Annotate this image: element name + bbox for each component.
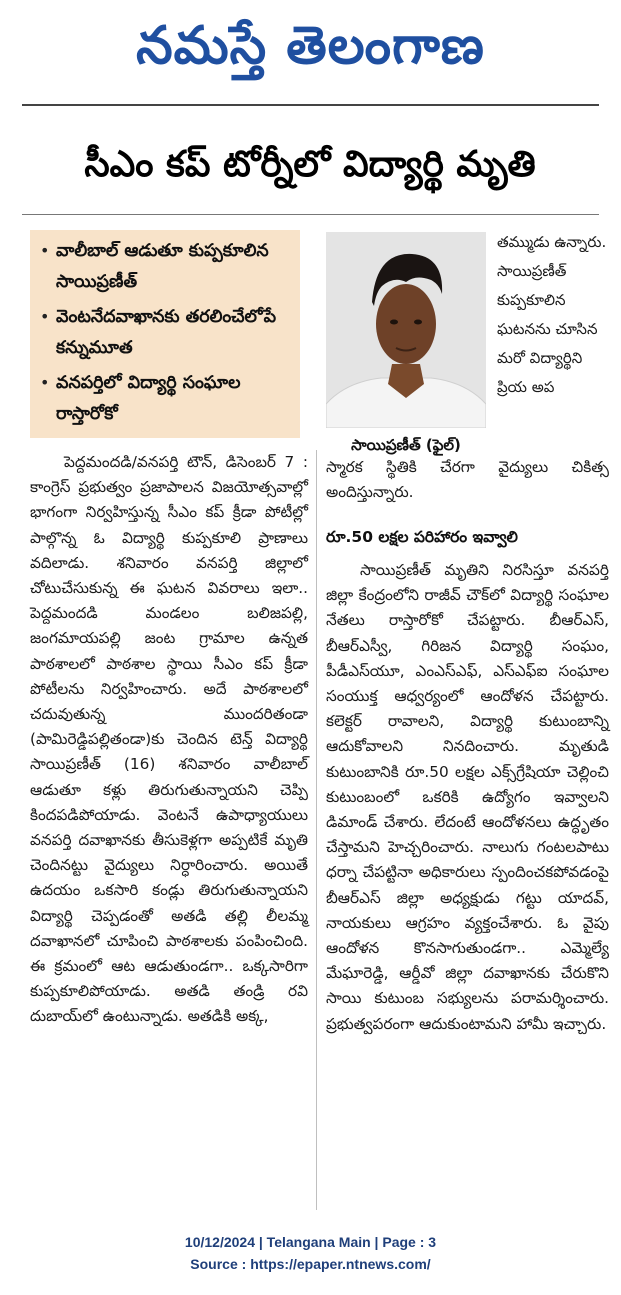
story-text: సాయిప్రణీత్ మృతిని నిరసిస్తూ వనపర్తి జిల్లా కేంద్రంలోని రాజీవ్ చౌక్‌లో విద్యార్థి సంఘాల నేతలు రాస్తారోకో చేపట్టారు. బీఆర్‌ఎస్, బీఆర్‌ఎస్వీ, గిరిజన విద్యార్థి సంఘం, పీడీఎస్‌యూ, ఎంఎస్‌ఎఫ్, ఎస్‌ఎఫ్‌ఐ సంఘాల సంయుక్త ఆధ్వర్యంలో ఆందోళన చేపట్టారు. కలెక్టర్ రావాలని, విద్యార్థి కుటుంబాన్ని ఆదుకోవాలని నినదించారు. మృతుడి కుటుంబానికి రూ.50 లక్షల ఎక్స్‌గ్రేషియా చెల్లించి కుటుంబంలో ఒకరికి ఉద్యోగం ఇవ్వాలని డిమాండ్ చేశారు. లేదంటే ఆందోళనలు ఉద్ధృతం చేస్తామని హెచ్చరించారు. నాలుగు గంటలపాటు ధర్నా చేపట్టినా అధికారులు స్పందించకపోవడంపై బీఆర్‌ఎస్ జిల్లా అధ్యక్షుడు గట్టు యాదవ్, నాయకులు ఆగ్రహం వ్యక్తంచేశారు. ఓ వైపు ఆందోళన కొనసాగుతుండగా.. ఎమ్మెల్యే మేఘారెడ్డి, ఆర్డీవో జిల్లా దవాఖానకు చేరుకొని సాయి కుటుంబ సభ్యులను పరామర్శించారు. ప్రభుత్వపరంగా ఆదుకుంటామని హామీ ఇచ్చారు. <box>326 561 609 1033</box>
headline-divider <box>22 214 599 215</box>
bullet-icon: • <box>40 373 50 392</box>
story-subheading: రూ.50 లక్షల పరిహారం ఇవ్వాలి <box>326 528 518 546</box>
masthead-logo: నమస్తే తెలంగాణ <box>136 15 485 76</box>
article-headline: సీఎం కప్ టోర్నీలో విద్యార్థి మృతి <box>84 144 536 185</box>
story-text: తమ్ముడు ఉన్నారు. సాయిప్రణీత్ కుప్పకూలిన ఘటనను చూసిన మరో విద్యార్థిని ప్రియ అప <box>497 233 607 396</box>
story-right-column <box>326 558 609 1037</box>
story-right-continued <box>326 455 609 505</box>
story-left-column <box>30 450 308 1030</box>
footer-source: Source : https://epaper.ntnews.com/ <box>190 1256 431 1272</box>
portrait-illustration <box>326 232 486 428</box>
bullet-icon: • <box>40 241 50 260</box>
highlight-item <box>40 236 292 298</box>
bullet-icon: • <box>40 307 50 326</box>
photo-caption: సాయిప్రణీత్ (ఫైల్) <box>351 436 461 454</box>
highlight-item <box>40 368 292 430</box>
highlight-text: వాలీబాల్ ఆడుతూ కుప్పకూలిన సాయిప్రణీత్ <box>56 241 269 292</box>
story-text: పెద్దమందడి/వనపర్తి టౌన్, డిసెంబర్ 7 : కాంగ్రెస్ ప్రభుత్వం ప్రజాపాలన విజయోత్సవాల్లో భాగంగా నిర్వహిస్తున్న సీఎం కప్ క్రీడా పోటీల్లో పాల్గొన్న ఓ విద్యార్థి కుప్పకూలి ప్రాణాలు వదిలాడు. శనివారం వనపర్తి జిల్లాలో చోటుచేసుకున్న ఈ ఘటన వివరాలు ఇలా.. పెద్దమందడి మండలం బలిజపల్లి, జంగమాయపల్లి జంట గ్రామాల ఉన్నత పాఠశాలలో పాఠశాల స్థాయి సీఎం కప్ క్రీడా పోటీలను నిర్వహించారు. అదే పాఠశాలలో చదువుతున్న ముందరితండా (పామిరెడ్డిపల్లితండా)కు చెందిన టెన్త్ విద్యార్థి సాయిప్రణీత్ (16) శనివారం వాలీబాల్ ఆడుతూ కళ్లు తిరుగుతున్నాయని చెప్పి కిందపడిపోయాడు. వెంటనే ఉపాధ్యాయులు వనపర్తి దవాఖానకు తీసుకెళ్లగా అప్పటికే మృతి చెందినట్టు వైద్యులు నిర్ధారించారు. అయితే ఉదయం ఒకసారి కండ్లు తిరుగుతున్నాయని విద్యార్థి చెప్పడంతో అతడి తల్లి లీలమ్మ దవాఖానలో చూపించి పాఠశాలకు పంపించింది. ఈ క్రమంలో ఆట ఆడుతుండగా.. ఒక్కసారిగా కుప్పకూలిపోయాడు. అతడి తండ్రి రవి దుబాయ్‌లో ఉంటున్నాడు. అతడికి అక్క, <box>30 453 308 1026</box>
student-photo <box>326 232 486 428</box>
highlight-text: వెంటనేదవాఖానకు తరలించేలోపే కన్నుమూత <box>56 307 277 358</box>
story-paragraph <box>326 558 609 1037</box>
footer-date-edition: 10/12/2024 | Telangana Main | Page : 3 <box>184 1234 437 1250</box>
story-paragraph <box>30 450 308 1030</box>
column-divider <box>316 450 317 1210</box>
masthead-divider <box>22 104 599 106</box>
highlight-item <box>40 302 292 364</box>
highlight-text: వనపర్తిలో విద్యార్థి సంఘాల రాస్తారోకో <box>56 373 241 424</box>
story-text: స్మారక స్థితికి చేరగా వైద్యులు చికిత్స అందిస్తున్నారు. <box>326 458 609 502</box>
highlights-box <box>30 230 300 438</box>
story-right-top <box>497 228 607 402</box>
